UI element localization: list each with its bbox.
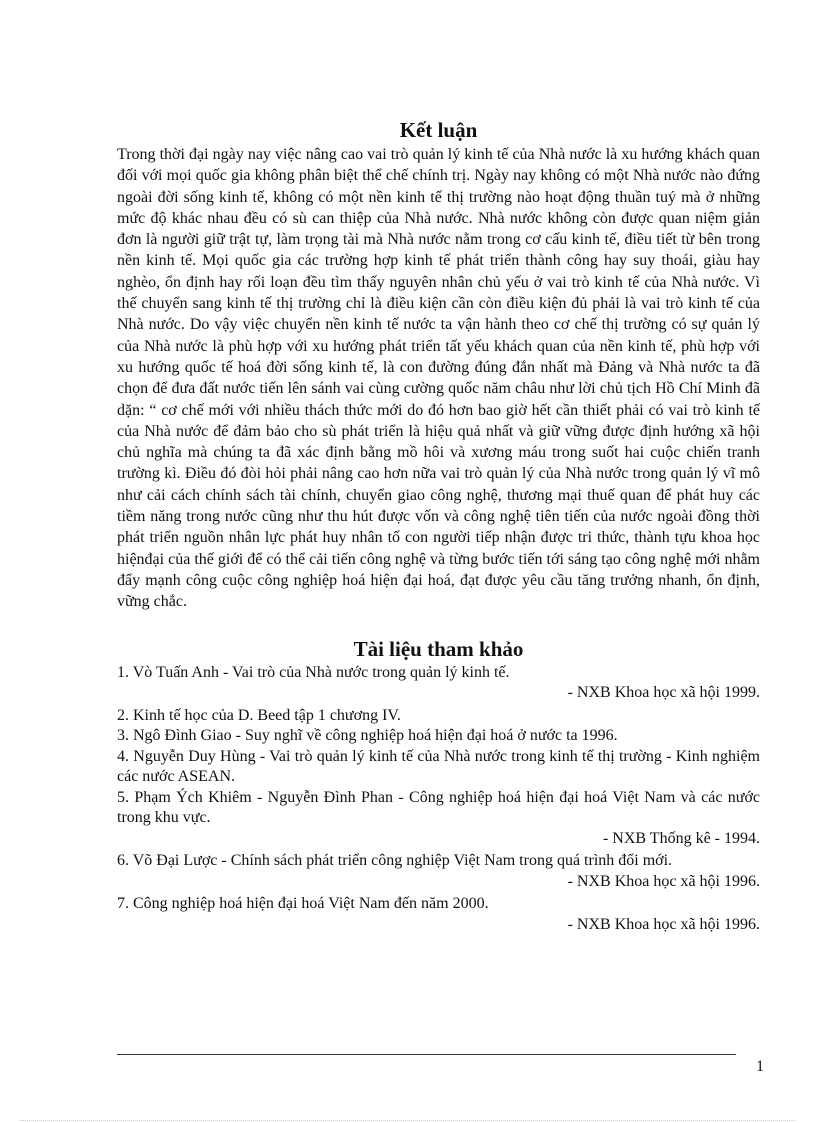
document-page [117,118,760,937]
footer-divider [117,1054,736,1055]
reference-item-5: 5. Phạm Ých Khiêm - Nguyễn Đình Phan - Công nghiệp hoá hiện đại hoá Việt Nam và các nước trong khu vực. [117,788,760,827]
reference-publisher-1: - NXB Khoa học xã hội 1999. [567,684,760,702]
references-heading: Tài liệu tham khảo [353,636,524,661]
conclusion-heading: Kết luận [399,118,478,142]
page-bottom-border [20,1120,796,1121]
reference-publisher-7: - NXB Khoa học xã hội 1996. [567,915,760,933]
conclusion-paragraph: Trong thời đại ngày nay việc nâng cao vai trò quản lý kinh tế của Nhà nước là xu hướng khách quan đối với mọi quốc gia không phân biệt thể chế chính trị. Ngày nay không có một Nhà nước nào đứng ngoài đời sống kinh tế, không có một nền kinh tế thị trường nào hoạt động thuần tuý mà ở những mức độ khác nhau đều có sù can thiệp của Nhà nước. Nhà nước không còn được quan niệm giản đơn là người giữ trật tự, làm trọng tài mà Nhà nước nằm trong cơ cấu kinh tế, điều tiết từ bên trong nền kinh tế. Mọi quốc gia các trường hợp kinh tế phát triển thành công hay suy thoái, giàu hay nghèo, ổn định hay rối loạn đều tìm thấy nguyên nhân chủ yếu ở vai trò kinh tế của Nhà nước. Vì thế chuyển sang kinh tế thị trường chỉ là điều kiện cần còn điều kiện đủ phải là vai trò kinh tế của Nhà nước. Do vậy việc chuyển nền kinh tế nước ta vận hành theo cơ chế thị trường có sự quản lý của Nhà nước là phù hợp với xu hướng phát triển tất yếu khách quan của nền kinh tế, phù hợp với xu hướng quốc tế hoá đời sống kinh tế, là con đường đúng đắn nhất mà Đảng và Nhà nước ta đã chọn để đưa đất nước tiến lên sánh vai cùng cường quốc năm châu như lời chủ tịch Hồ Chí Minh đã dặn: “ cơ chế mới với nhiều thách thức mới do đó hơn bao giờ hết cần thiết phải có vai trò kinh tế của Nhà nước để đảm bảo cho sù phát triển là hiệu quả nhất và giữ vững được định hướng xã hội chủ nghĩa mà chúng ta đã xác định bằng mồ hôi và xương máu trong suốt hai cuộc chiến tranh trường kì. Điều đó đòi hỏi phải nâng cao hơn nữa vai trò quản lý của Nhà nước trong quản lý vĩ mô như cải cách chính sách tài chính, chuyển giao công nghệ, thương mại thuế quan để phát huy các tiềm năng trong nước cũng như thu hút được vốn và công nghệ tiên tiến của nước ngoài đồng thời phát triển nguồn nhân lực phát huy nhân tố con người tiếp nhận được tri thức, thành tựu khoa học hiệnđại của thế giới để có thể cải tiến công nghệ và từng bước tiến tới sáng tạo công nghệ mới nhằm đẩy mạnh công cuộc công nghiệp hoá hiện đại hoá, đạt được yêu cầu tăng trưởng nhanh, ổn định, vững chắc. [117,146,760,611]
reference-publisher-6: - NXB Khoa học xã hội 1996. [567,872,760,890]
reference-publisher-5: - NXB Thống kê - 1994. [602,829,760,847]
page-number: 1 [756,1058,764,1075]
reference-item-2: 2. Kinh tế học của D. Beed tập 1 chương IV. [117,706,401,724]
reference-item-3: 3. Ngô Đình Giao - Suy nghĩ về công nghiệp hoá hiện đại hoá ở nước ta 1996. [117,727,618,745]
reference-item-7: 7. Công nghiệp hoá hiện đại hoá Việt Nam đến năm 2000. [117,895,489,913]
reference-item-6: 6. Võ Đại Lược - Chính sách phát triển công nghiệp Việt Nam trong quá trình đổi mới. [117,852,673,870]
reference-item-1: 1. Vò Tuấn Anh - Vai trò của Nhà nước trong quản lý kinh tế. [117,663,510,681]
reference-item-4: 4. Nguyễn Duy Hùng - Vai trò quản lý kinh tế của Nhà nước trong kinh tế thị trường - Kinh nghiệm các nước ASEAN. [117,747,760,786]
references-list [117,663,760,936]
